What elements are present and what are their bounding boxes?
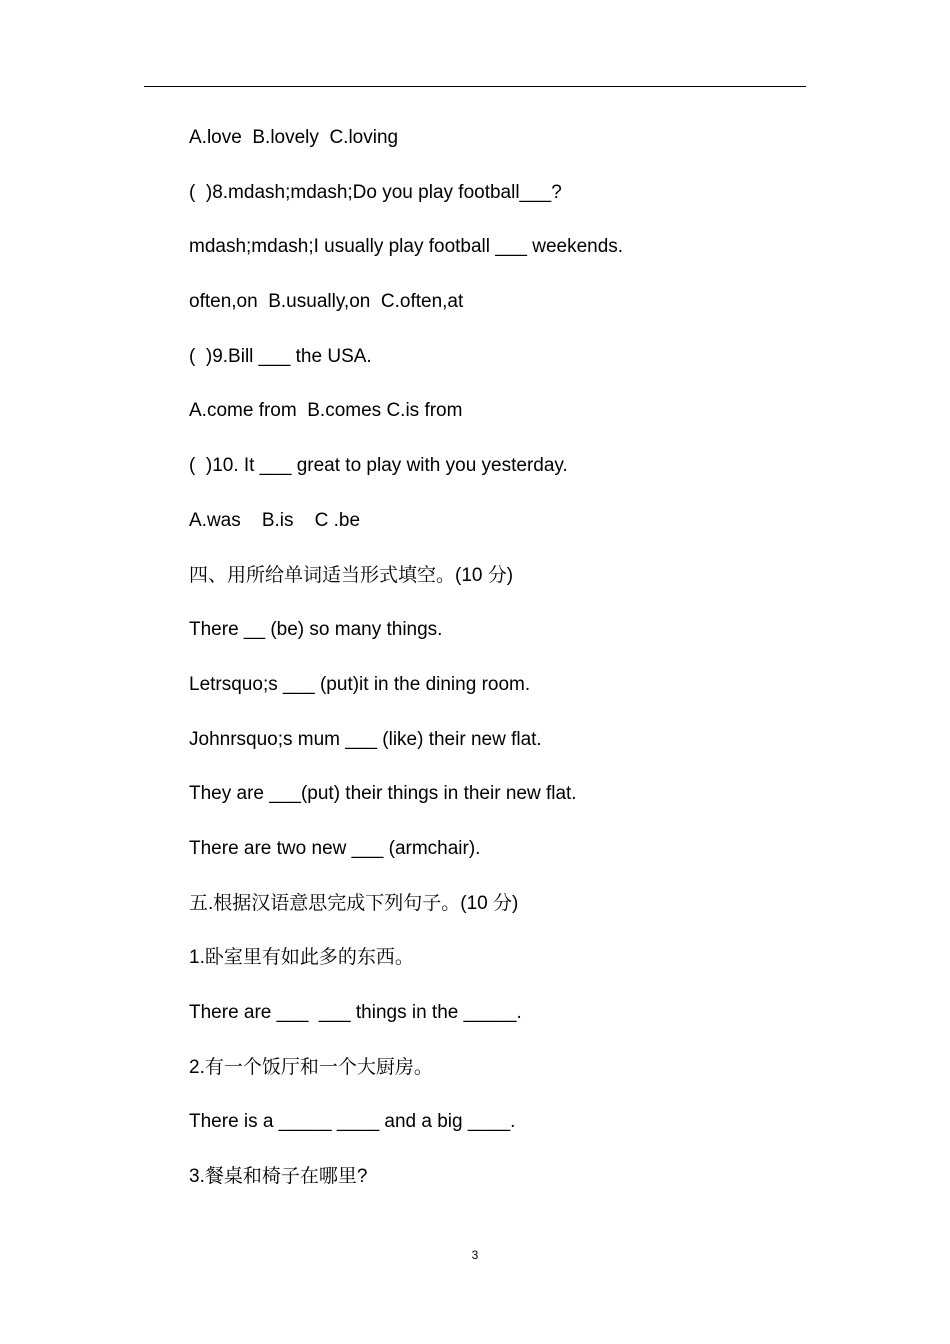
question-10: ( )10. It ___ great to play with you yesterday. [189, 455, 568, 477]
option-line-q9: A.come from B.comes C.is from [189, 400, 463, 422]
question-9: ( )9.Bill ___ the USA. [189, 345, 372, 367]
section-heading-4: 四、用所给单词适当形式填空。(10 分) [189, 564, 514, 586]
fill-blank-1: There __ (be) so many things. [189, 619, 443, 641]
option-line-q7: A.love B.lovely C.loving [189, 127, 399, 148]
question-8: ( )8.mdash;mdash;Do you play football___? [189, 181, 562, 203]
document-body [189, 124, 809, 1218]
translation-prompt-3: 3.餐桌和椅子在哪里? [189, 1166, 368, 1188]
translation-prompt-2: 2.有一个饭厅和一个大厨房。 [189, 1056, 433, 1078]
translation-prompt-1: 1.卧室里有如此多的东西。 [189, 947, 414, 969]
translation-answer-2: There is a _____ ____ and a big ____. [189, 1111, 516, 1133]
fill-blank-4: They are ___(put) their things in their new flat. [189, 783, 577, 805]
fill-blank-3: Johnrsquo;s mum ___ (like) their new flat. [189, 728, 542, 750]
fill-blank-2: Letrsquo;s ___ (put)it in the dining room. [189, 673, 531, 695]
question-8-response: mdash;mdash;I usually play football ___ weekends. [189, 236, 624, 258]
page-number: 3 [471, 1248, 479, 1262]
option-line-q8: often,on B.usually,on C.often,at [189, 291, 464, 313]
translation-answer-1: There are ___ ___ things in the _____. [189, 1002, 522, 1023]
section-heading-5: 五.根据汉语意思完成下列句子。(10 分) [189, 892, 519, 914]
option-line-q10: A.was B.is C .be [189, 509, 361, 531]
header-rule [144, 86, 806, 87]
fill-blank-5: There are two new ___ (armchair). [189, 837, 481, 859]
